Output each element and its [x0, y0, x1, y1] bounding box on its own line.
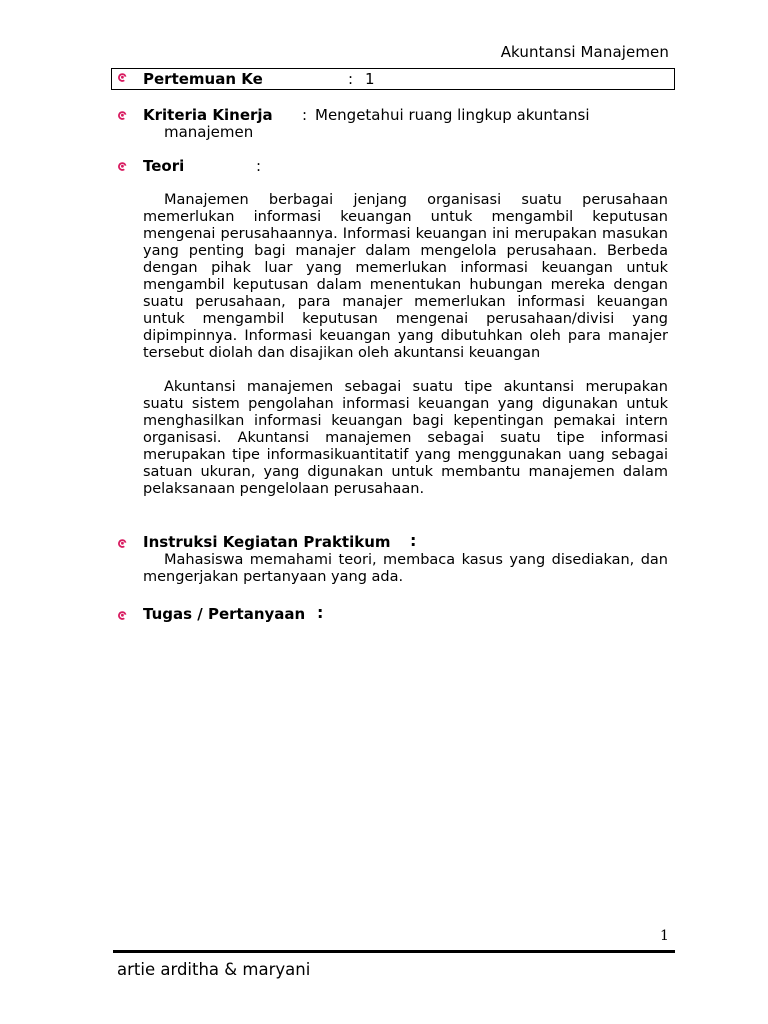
page-number: 1: [660, 928, 669, 944]
tasks-label: Tugas / Pertanyaan: [143, 605, 306, 623]
criteria-label: Kriteria Kinerja: [143, 106, 273, 124]
footer-rule: [113, 950, 675, 953]
criteria-value: Mengetahui ruang lingkup akuntansi: [315, 106, 590, 124]
bullet-icon: [117, 610, 128, 621]
footer-authors: artie arditha & maryani: [117, 960, 311, 979]
meeting-value: 1: [365, 70, 375, 88]
instructions-label: Instruksi Kegiatan Praktikum: [143, 533, 391, 551]
bullet-icon: [117, 538, 128, 549]
bullet-icon: [117, 72, 128, 83]
meeting-label: Pertemuan Ke: [143, 70, 263, 88]
theory-paragraph-2: Akuntansi manajemen sebagai suatu tipe akuntansi merupakan suatu sistem pengolahan informasi keuangan yang digunakan untuk menghasilkan informasi keuangan bagi kepentingan pemakai intern organisasi. Akuntansi manajemen sebagai suatu tipe informasi merupakan tipe informasikuantitatif yang menggunakan uang sebagai satuan ukuran, yang digunakan untuk membantu manajemen dalam pelaksanaan pengelolaan perusahaan.: [143, 379, 668, 497]
theory-paragraph-1: Manajemen berbagai jenjang organisasi suatu perusahaan memerlukan informasi keuangan untuk mengambil keputusan mengenai perusahaannya. Informasi keuangan ini merupakan masukan yang penting bagi manajer dalam mengelola perusahaan. Berbeda dengan pihak luar yang memerlukan informasi keuangan untuk mengambil keputusan dalam menentukan hubungan mereka dengan suatu perusahaan, para manajer memerlukan informasi keuangan untuk mengambil keputusan mengenai perusahaan/divisi yang dipimpinnya. Informasi keuangan yang dibutuhkan oleh para manajer tersebut diolah dan disajikan oleh akuntansi keuangan: [143, 192, 668, 361]
running-header-title: Akuntansi Manajemen: [500, 43, 669, 61]
criteria-separator: :: [302, 106, 308, 124]
theory-label: Teori: [143, 157, 185, 175]
theory-separator: :: [256, 157, 262, 175]
tasks-separator: :: [317, 603, 324, 622]
instructions-separator: :: [410, 531, 417, 550]
meeting-separator: :: [348, 70, 354, 88]
bullet-icon: [117, 161, 128, 172]
criteria-value-continued: manajemen: [164, 123, 254, 141]
bullet-icon: [117, 110, 128, 121]
instructions-text: Mahasiswa memahami teori, membaca kasus yang disediakan, dan mengerjakan pertanyaan yang ada.: [143, 552, 668, 585]
